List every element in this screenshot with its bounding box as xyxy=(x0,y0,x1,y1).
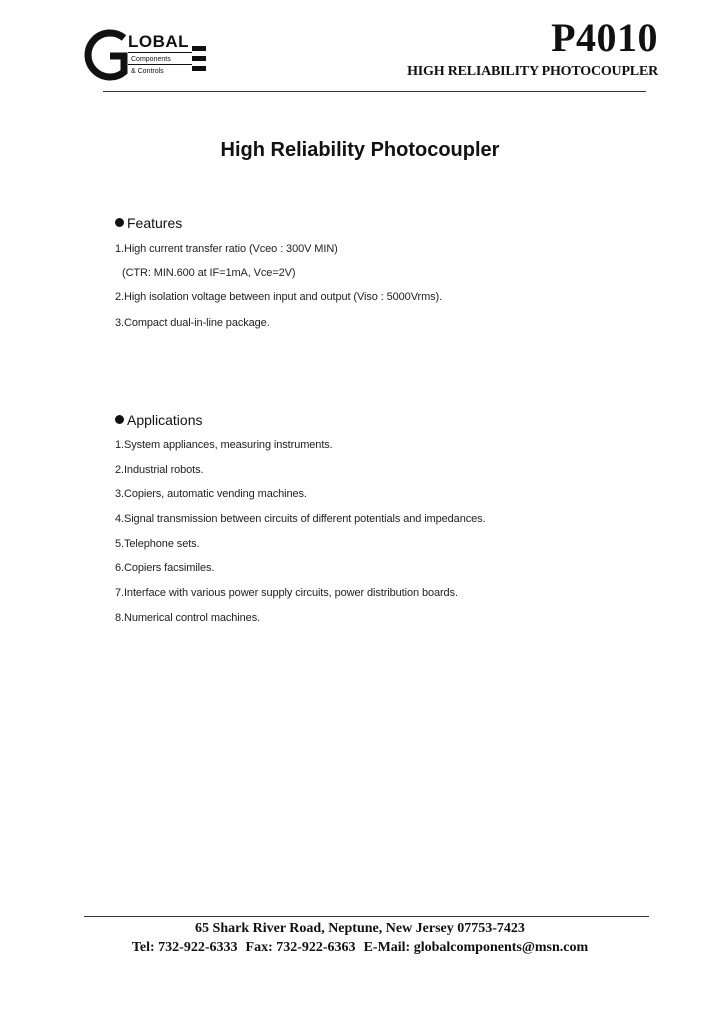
page-title: High Reliability Photocoupler xyxy=(220,139,500,161)
features-item: 3.Compact dual-in-line package. xyxy=(115,317,270,329)
footer-tel: Tel: 732-922-6333 xyxy=(131,940,238,955)
applications-item: 8.Numerical control machines. xyxy=(115,612,261,624)
logo-subtitle-controls: & Controls xyxy=(131,68,164,75)
header-divider xyxy=(103,91,646,92)
logo-word: LOBAL xyxy=(128,32,190,51)
applications-item: 5.Telephone sets. xyxy=(115,538,200,550)
applications-item: 2.Industrial robots. xyxy=(115,464,204,476)
applications-item: 6.Copiers facsimiles. xyxy=(115,562,215,574)
features-item: 2.High isolation voltage between input and output (Viso : 5000Vrms). xyxy=(115,291,443,303)
footer-fax: Fax: 732-922-6363 xyxy=(245,940,356,955)
applications-item: 1.System appliances, measuring instruments. xyxy=(115,439,333,451)
logo-subtitle-components: Components xyxy=(131,56,171,63)
footer-email: E-Mail: globalcomponents@msn.com xyxy=(363,940,589,955)
footer-contact xyxy=(0,940,720,956)
header-subtitle: HIGH RELIABILITY PHOTOCOUPLER xyxy=(407,64,658,79)
applications-heading xyxy=(115,412,203,428)
features-heading-label: Features xyxy=(127,215,183,231)
company-logo xyxy=(80,28,210,82)
applications-heading-label: Applications xyxy=(127,412,203,428)
features-item: 1.High current transfer ratio (Vceo : 300V MIN) xyxy=(115,243,338,255)
part-number: P4010 xyxy=(551,15,658,60)
bullet-icon xyxy=(115,415,124,424)
bullet-icon xyxy=(115,218,124,227)
features-heading xyxy=(115,215,182,231)
applications-item: 7.Interface with various power supply circuits, power distribution boards. xyxy=(115,587,458,599)
applications-item: 4.Signal transmission between circuits of different potentials and impedances. xyxy=(115,513,486,525)
applications-item: 3.Copiers, automatic vending machines. xyxy=(115,488,307,500)
features-item: (CTR: MIN.600 at IF=1mA, Vce=2V) xyxy=(122,267,296,279)
footer-address: 65 Shark River Road, Neptune, New Jersey 07753-7423 xyxy=(195,921,525,936)
footer-divider xyxy=(84,916,649,917)
